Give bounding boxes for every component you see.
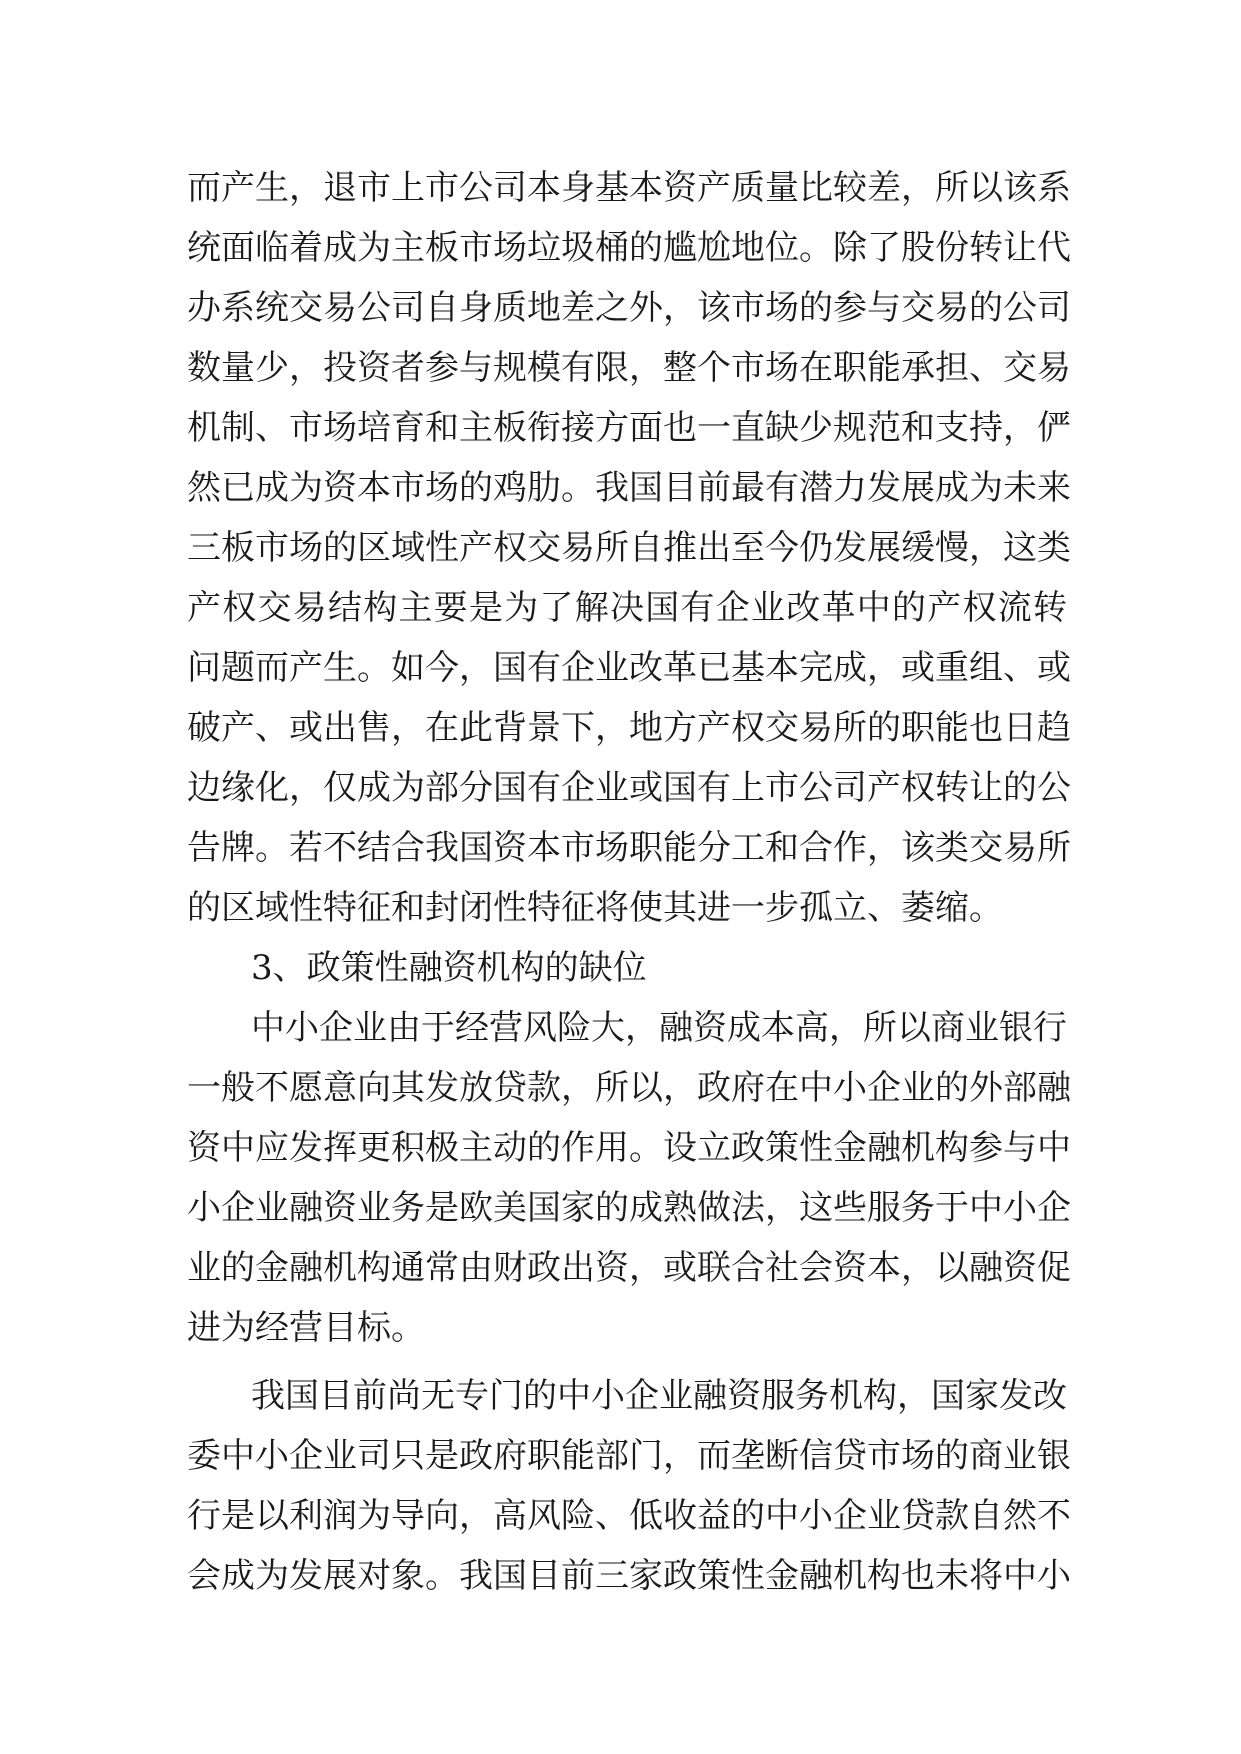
text-line: 然已成为资本市场的鸡肋。我国目前最有潜力发展成为未来 (187, 468, 1071, 508)
text-line: 机制、市场培育和主板衔接方面也一直缺少规范和支持，俨 (187, 408, 1071, 448)
text-line: 资中应发挥更积极主动的作用。设立政策性金融机构参与中 (187, 1128, 1071, 1168)
text-line: 中小企业由于经营风险大，融资成本高，所以商业银行 (251, 1008, 1067, 1048)
text-line: 告牌。若不结合我国资本市场职能分工和合作，该类交易所 (187, 828, 1071, 868)
text-line: 进为经营目标。 (187, 1308, 425, 1348)
text-line: 三板市场的区域性产权交易所自推出至今仍发展缓慢，这类 (187, 528, 1071, 568)
text-line: 的区域性特征和封闭性特征将使其进一步孤立、萎缩。 (187, 888, 1003, 928)
text-line: 行是以利润为导向，高风险、低收益的中小企业贷款自然不 (187, 1496, 1071, 1536)
text-line: 委中小企业司只是政府职能部门，而垄断信贷市场的商业银 (187, 1436, 1071, 1476)
section-heading: 3、政策性融资机构的缺位 (251, 948, 647, 988)
text-line: 业的金融机构通常由财政出资，或联合社会资本，以融资促 (187, 1248, 1071, 1288)
text-line: 我国目前尚无专门的中小企业融资服务机构，国家发改 (251, 1376, 1067, 1416)
text-line: 会成为发展对象。我国目前三家政策性金融机构也未将中小 (187, 1556, 1071, 1596)
text-line: 统面临着成为主板市场垃圾桶的尴尬地位。除了股份转让代 (187, 228, 1071, 268)
text-line: 边缘化，仅成为部分国有企业或国有上市公司产权转让的公 (187, 768, 1071, 808)
text-line: 办系统交易公司自身质地差之外，该市场的参与交易的公司 (187, 288, 1071, 328)
text-line: 破产、或出售，在此背景下，地方产权交易所的职能也日趋 (187, 708, 1071, 748)
text-line: 产权交易结构主要是为了解决国有企业改革中的产权流转 (187, 588, 1067, 628)
text-line: 数量少，投资者参与规模有限，整个市场在职能承担、交易 (187, 348, 1071, 388)
text-line: 而产生，退市上市公司本身基本资产质量比较差，所以该系 (187, 168, 1071, 208)
text-line: 一般不愿意向其发放贷款，所以，政府在中小企业的外部融 (187, 1068, 1071, 1108)
text-line: 问题而产生。如今，国有企业改革已基本完成，或重组、或 (187, 648, 1071, 688)
text-line: 小企业融资业务是欧美国家的成熟做法，这些服务于中小企 (187, 1188, 1071, 1228)
